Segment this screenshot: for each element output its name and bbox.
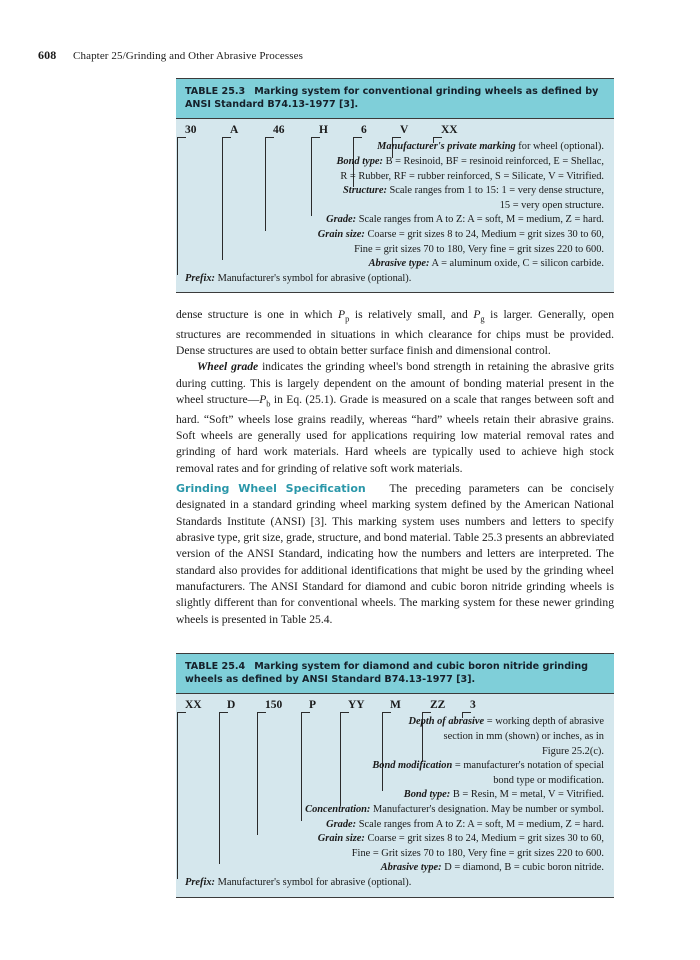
p1-symbol-pg: P <box>473 308 481 321</box>
table-25-4 <box>176 653 614 898</box>
annotation-text: = working depth of abrasive <box>484 716 604 728</box>
annotation-continuation: Fine = grit sizes 70 to 180, Very fine = grit sizes 220 to 600. <box>354 243 604 255</box>
code-symbol: H <box>319 124 328 137</box>
paragraph-structure <box>176 307 614 359</box>
annotation-text: Scale ranges from A to Z: A = soft, M = medium, Z = hard. <box>356 818 604 830</box>
annotation-continuation: bond type or modification. <box>493 774 604 786</box>
annotation-continuation: R = Rubber, RF = rubber reinforced, S = Silicate, V = Vitrified. <box>340 170 604 182</box>
code-symbol: YY <box>348 699 365 712</box>
paragraph-grinding-wheel-specification <box>176 481 614 628</box>
annotation-text: Manufacturer's designation. May be number or symbol. <box>370 803 604 815</box>
annotation-label: Structure: <box>343 185 387 197</box>
annotation-label: Prefix: <box>185 876 216 888</box>
annotation-line <box>185 715 605 730</box>
code-symbol: P <box>309 699 317 712</box>
annotation-text: Scale ranges from 1 to 15: 1 = very dense structure, <box>386 185 604 197</box>
annotation-line <box>185 832 605 847</box>
annotation-text: = manufacturer's notation of special <box>452 760 604 772</box>
annotation-label: Prefix: <box>185 272 216 284</box>
table-25-3-code-row <box>185 119 605 140</box>
table-25-3-number: TABLE 25.3 <box>185 86 246 97</box>
p1-symbol-pp-sub: p <box>345 313 350 324</box>
table-25-3-body <box>176 119 614 292</box>
annotation-continuation: section in mm (shown) or inches, as in <box>443 731 604 742</box>
annotation-text: Manufacturer's symbol for abrasive (optional). <box>215 876 412 888</box>
table-25-4-title: Marking system for diamond and cubic boron nitride grinding wheels as defined by ANSI Standard B74.13-1977 [3]. <box>185 661 589 686</box>
annotation-line <box>185 213 605 228</box>
wheel-grade-label: Wheel grade <box>197 360 259 374</box>
annotation-label: Grain size: <box>317 833 365 845</box>
p2-part-a: indicates the grinding wheel's bond strength in retaining the abrasive grits during cutting. This is largely dependent on the amount of bonding material present in the wheel structure— <box>176 360 614 407</box>
table-25-3 <box>176 78 614 293</box>
annotation-text: D = diamond, B = cubic boron nitride. <box>441 862 604 874</box>
annotation-label: Abrasive type: <box>380 862 442 874</box>
annotation-label: Bond type: <box>336 156 383 167</box>
annotation-text: Manufacturer's symbol for abrasive (optional). <box>215 272 412 284</box>
annotation-line <box>185 257 605 272</box>
table-25-4-caption <box>176 654 614 694</box>
annotation-label: Grade: <box>326 818 357 830</box>
annotation-label: Depth of abrasive <box>408 716 485 728</box>
annotation-line <box>185 140 605 155</box>
p1-symbol-pp: P <box>338 308 346 321</box>
p3-text: The preceding parameters can be concisely designated in a standard grinding wheel marking system defined by the American National Standards Institute (ANSI) [3]. This marking system uses numbers and letters to specify abrasive type, grit size, grade, structure, and bond material. Table 25.3 presents an abbreviated version of the ANSI Standard, indicating how the numbers and letters are interpreted. The standard also provides for additional identifications that might be used by the grinding wheel manufacturers. The ANSI Standard for diamond and cubic boron nitride grinding wheels is slightly different than for conventional wheels. The marking system for these newer grinding wheels is presented in Table 25.4. <box>176 482 615 626</box>
table-25-4-body <box>176 694 614 896</box>
code-symbol: 30 <box>185 124 197 137</box>
table-25-4-code-row <box>185 694 605 715</box>
p1-part-b: is relatively small, and <box>349 308 474 321</box>
annotation-line <box>185 184 605 199</box>
annotation-continuation: 15 = very open structure. <box>499 199 604 211</box>
annotation-label: Grade: <box>326 214 357 226</box>
table-25-4-annotations <box>185 715 605 890</box>
code-symbol: V <box>400 124 409 137</box>
annotation-line <box>185 228 605 243</box>
code-symbol: ZZ <box>430 699 446 712</box>
annotation-line <box>185 818 605 833</box>
p2-symbol-pb: P <box>259 393 267 407</box>
annotation-text: Coarse = grit sizes 8 to 24, Medium = grit sizes 30 to 60, <box>364 833 604 845</box>
annotation-text: B = Resinoid, BF = resinoid reinforced, E = Shellac, <box>382 156 604 167</box>
p1-symbol-pg-sub: g <box>480 313 485 324</box>
annotation-text: A = aluminum oxide, C = silicon carbide. <box>429 258 604 270</box>
code-symbol: 6 <box>361 124 367 137</box>
annotation-continuation: Fine = Grit sizes 70 to 180, Very fine = grit sizes 220 to 600. <box>351 847 604 859</box>
p2-part-b: in Eq. (25.1). Grade is measured on a scale that ranges between soft and hard. “Soft” wheels lose grains readily, whereas “hard” wheels retain their abrasive grains. Soft wheels are generally used for applications requiring low material removal rates and grinding of hard work materials. Hard wheels are typically used to achieve high stock removal rates and for grinding of relative soft work materials. <box>176 393 614 475</box>
annotation-line <box>185 861 605 876</box>
annotation-text: for wheel (optional). <box>515 141 604 153</box>
annotation-line <box>185 788 605 803</box>
annotation-line <box>185 803 605 818</box>
section-heading-grinding-wheel-specification: Grinding Wheel Specification <box>176 482 366 495</box>
annotation-label: Concentration: <box>305 803 371 815</box>
paragraph-wheel-grade <box>176 359 614 477</box>
code-symbol: D <box>227 699 236 712</box>
code-symbol: XX <box>441 124 458 137</box>
annotation-text: B = Resin, M = metal, V = Vitrified. <box>450 789 604 801</box>
page-folio: 608 <box>38 48 57 62</box>
annotation-line <box>185 759 605 774</box>
code-symbol: 46 <box>273 124 285 137</box>
annotation-continuation: Figure 25.2(c). <box>541 745 604 757</box>
annotation-label: Abrasive type: <box>368 258 430 270</box>
table-25-3-caption <box>176 79 614 119</box>
annotation-line <box>185 876 605 891</box>
table-25-3-title: Marking system for conventional grinding wheels as defined by ANSI Standard B74.13-1977 [3]. <box>185 86 599 111</box>
code-symbol: 150 <box>265 699 283 712</box>
chapter-title: Chapter 25/Grinding and Other Abrasive Processes <box>73 50 303 62</box>
p1-part-a: dense structure is one in which <box>176 308 339 321</box>
running-head <box>38 48 303 63</box>
annotation-text: Coarse = grit sizes 8 to 24, Medium = grit sizes 30 to 60, <box>364 228 604 240</box>
annotation-label: Bond type: <box>403 789 451 801</box>
code-symbol: A <box>230 124 239 137</box>
annotation-label: Manufacturer's private marking <box>377 141 516 153</box>
annotation-line <box>185 155 605 170</box>
table-25-4-number: TABLE 25.4 <box>185 661 246 672</box>
annotation-text: Scale ranges from A to Z: A = soft, M = medium, Z = hard. <box>356 214 604 226</box>
p1-part-c: is larger. Generally, open structures are recommended in situations in which clearance for chips must be provided. Dense structures are used to obtain better surface finish and dimensional control. <box>176 308 614 357</box>
annotation-label: Grain size: <box>317 228 365 240</box>
annotation-label: Bond modification <box>372 760 453 772</box>
table-25-3-annotations <box>185 140 605 286</box>
annotation-line <box>185 272 605 287</box>
code-symbol: XX <box>185 699 202 712</box>
p2-symbol-pb-sub: b <box>266 398 271 409</box>
code-symbol: M <box>390 699 401 712</box>
code-symbol: 3 <box>470 699 476 712</box>
